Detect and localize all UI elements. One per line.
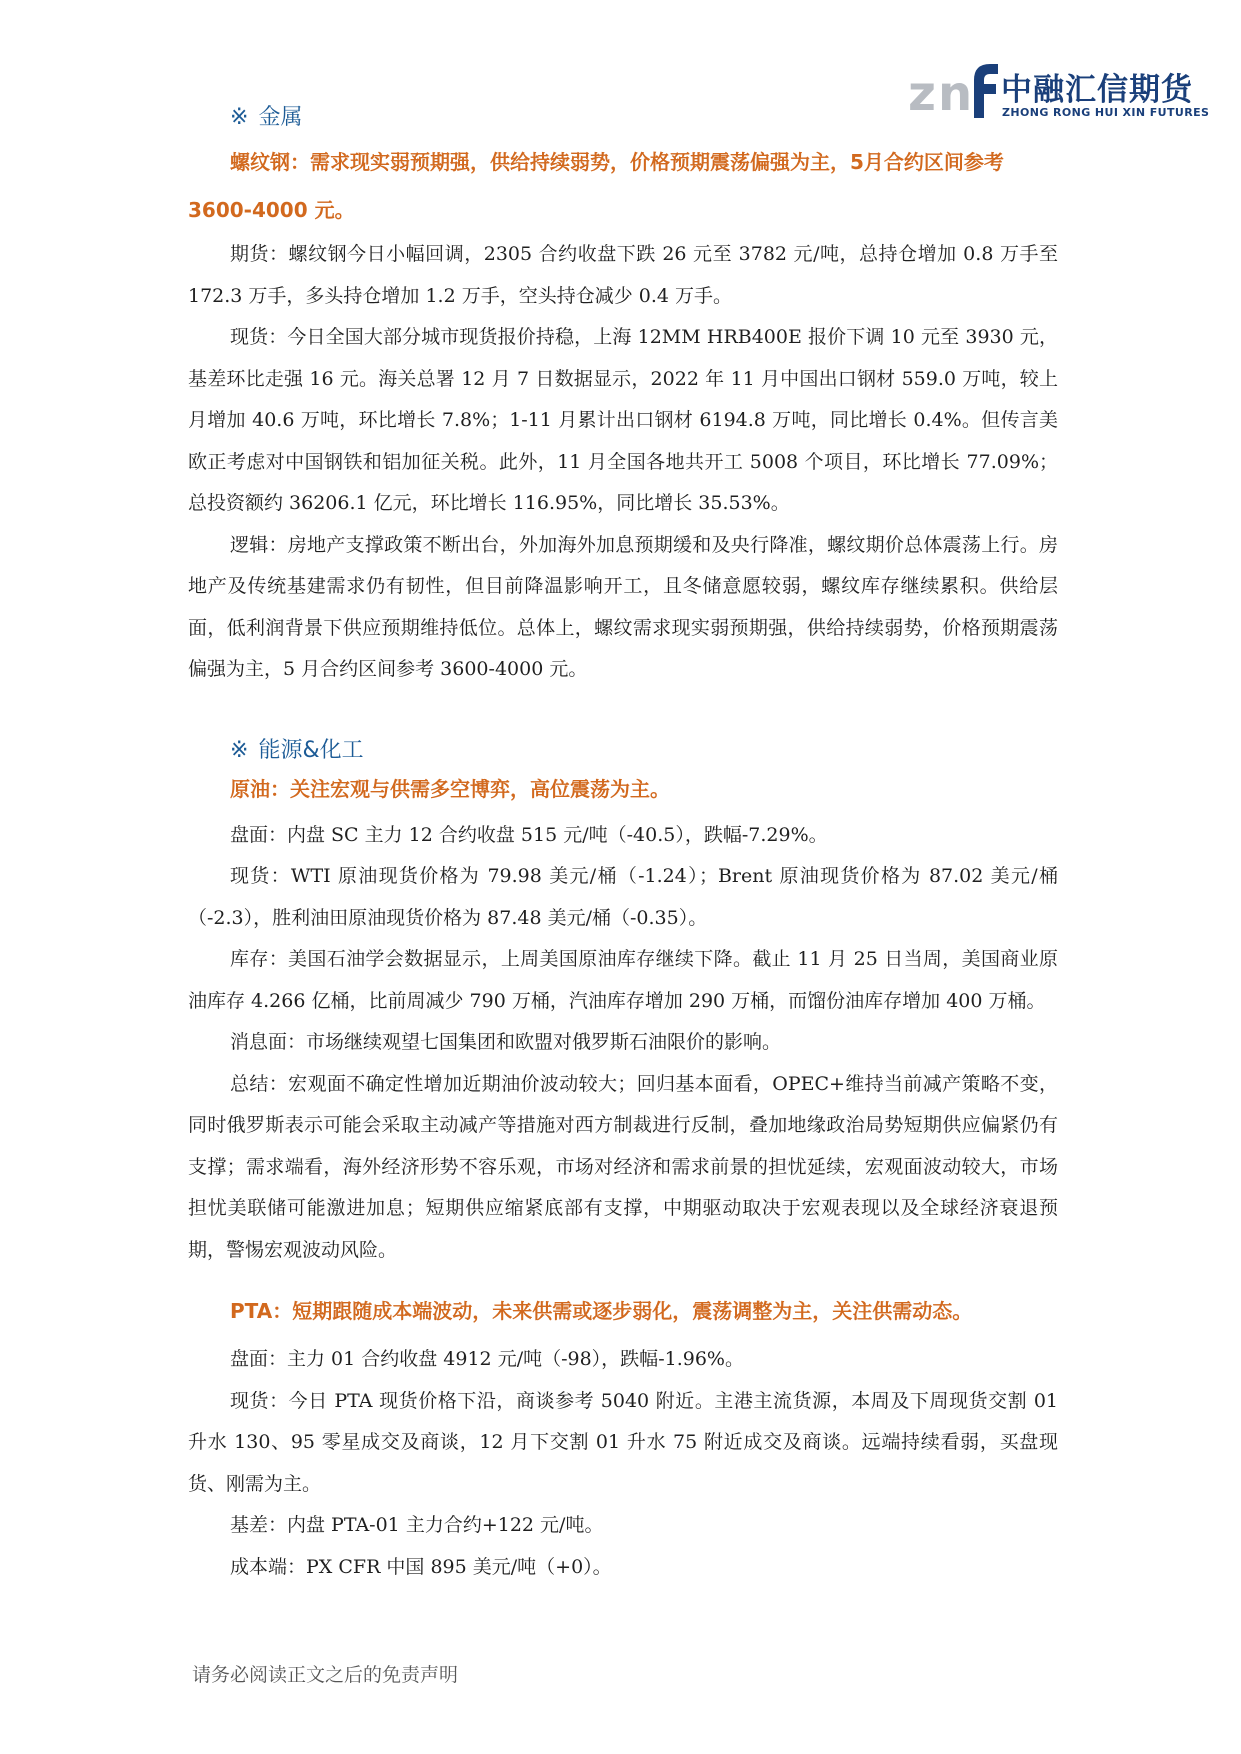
section-title-energy xyxy=(230,731,1058,771)
rebar-futures-paragraph: 期货：螺纹钢今日小幅回调，2305 合约收盘下跌 26 元至 3782 元/吨，总持仓增加 0.8 万手至 172.3 万手，多头持仓增加 1.2 万手，空头持仓减少 0.4 万手。 xyxy=(188,243,1058,307)
logo-chinese-name: 中融汇信期货 xyxy=(1001,72,1193,108)
section-title-text: 金属 xyxy=(258,105,303,130)
section-title-metal xyxy=(230,98,1058,138)
rebar-logic-paragraph: 逻辑：房地产支撑政策不断出台，外加海外加息预期缓和及央行降准，螺纹期价总体震荡上行。房地产及传统基建需求仍有韧性，但目前降温影响开工，且冬储意愿较弱，螺纹库存继续累积。供给层面，低利润背景下供应预期维持低位。总体上，螺纹需求现实弱预期强，供给持续弱势，价格预期震荡偏强为主，5 月合约区间参考 3600-4000 元。 xyxy=(188,533,1058,680)
reference-mark-icon: ※ xyxy=(230,105,249,130)
rebar-headline: 螺纹钢：需求现实弱预期强，供给持续弱势，价格预期震荡偏强为主，5月合约区间参考 3600-4000 元。 xyxy=(188,150,1004,222)
rebar-spot-paragraph: 现货：今日全国大部分城市现货报价持稳，上海 12MM HRB400E 报价下调 10 元至 3930 元，基差环比走强 16 元。海关总署 12 月 7 日数据显示，2022 年 11 月中国出口钢材 559.0 万吨，较上月增加 40.6 万吨，环比增长 7.8%；1-11 月累计出口钢材 6194.8 万吨，同比增长 0.4%。但传言美欧正考虑对中国钢铁和铝加征关税。此外，11 月全国各地共开工 5008 个项目，环比增长 77.09%；总投资额约 36206.1 亿元，环比增长 116.95%，同比增长 35.53%。 xyxy=(188,326,1058,514)
pta-headline: PTA：短期跟随成本端波动，未来供需或逐步弱化，震荡调整为主，关注供需动态。 xyxy=(230,1299,973,1323)
crude-news-paragraph: 消息面：市场继续观望七国集团和欧盟对俄罗斯石油限价的影响。 xyxy=(230,1031,782,1053)
reference-mark-icon: ※ xyxy=(230,737,249,763)
disclaimer-footer: 请务必阅读正文之后的免责声明 xyxy=(192,1664,459,1686)
report-body xyxy=(188,98,1058,1588)
pta-basis-paragraph: 基差：内盘 PTA-01 主力合约+122 元/吨。 xyxy=(230,1514,604,1536)
crude-market-paragraph: 盘面：内盘 SC 主力 12 合约收盘 515 元/吨（-40.5），跌幅-7.29%。 xyxy=(230,823,828,846)
svg-text:n: n xyxy=(938,66,973,122)
pta-cost-paragraph: 成本端：PX CFR 中国 895 美元/吨（+0）。 xyxy=(230,1555,612,1578)
crude-inventory-paragraph: 库存：美国石油学会数据显示，上周美国原油库存继续下降。截止 11 月 25 日当周，美国商业原油库存 4.266 亿桶，比前周减少 790 万桶，汽油库存增加 290 万桶，而馏份油库存增加 400 万桶。 xyxy=(188,948,1058,1012)
pta-market-paragraph: 盘面：主力 01 合约收盘 4912 元/吨（-98），跌幅-1.96%。 xyxy=(230,1348,744,1370)
crude-headline: 原油：关注宏观与供需多空博弈，高位震荡为主。 xyxy=(230,776,670,801)
pta-spot-paragraph: 现货：今日 PTA 现货价格下沿，商谈参考 5040 附近。主港主流货源，本周及下周现货交割 01 升水 130、95 零星成交及商谈，12 月下交割 01 升水 75 附近成交及商谈。远端持续看弱，买盘现货、刚需为主。 xyxy=(188,1389,1058,1495)
logo-english-name: ZHONG RONG HUI XIN FUTURES xyxy=(1002,106,1210,119)
svg-text:z: z xyxy=(908,66,936,122)
crude-spot-paragraph: 现货：WTI 原油现货价格为 79.98 美元/桶（-1.24）；Brent 原油现货价格为 87.02 美元/桶（-2.3），胜利油田原油现货价格为 87.48 美元/桶（-0.35）。 xyxy=(188,865,1058,929)
section-title-text: 能源&化工 xyxy=(258,737,364,763)
crude-summary-paragraph: 总结：宏观面不确定性增加近期油价波动较大；回归基本面看，OPEC+维持当前减产策略不变，同时俄罗斯表示可能会采取主动减产等措施对西方制裁进行反制，叠加地缘政治局势短期供应偏紧仍有支撑；需求端看，海外经济形势不容乐观，市场对经济和需求前景的担忧延续，宏观面波动较大，市场担忧美联储可能激进加息；短期供应缩紧底部有支撑，中期驱动取决于宏观表现以及全球经济衰退预期，警惕宏观波动风险。 xyxy=(188,1072,1058,1261)
